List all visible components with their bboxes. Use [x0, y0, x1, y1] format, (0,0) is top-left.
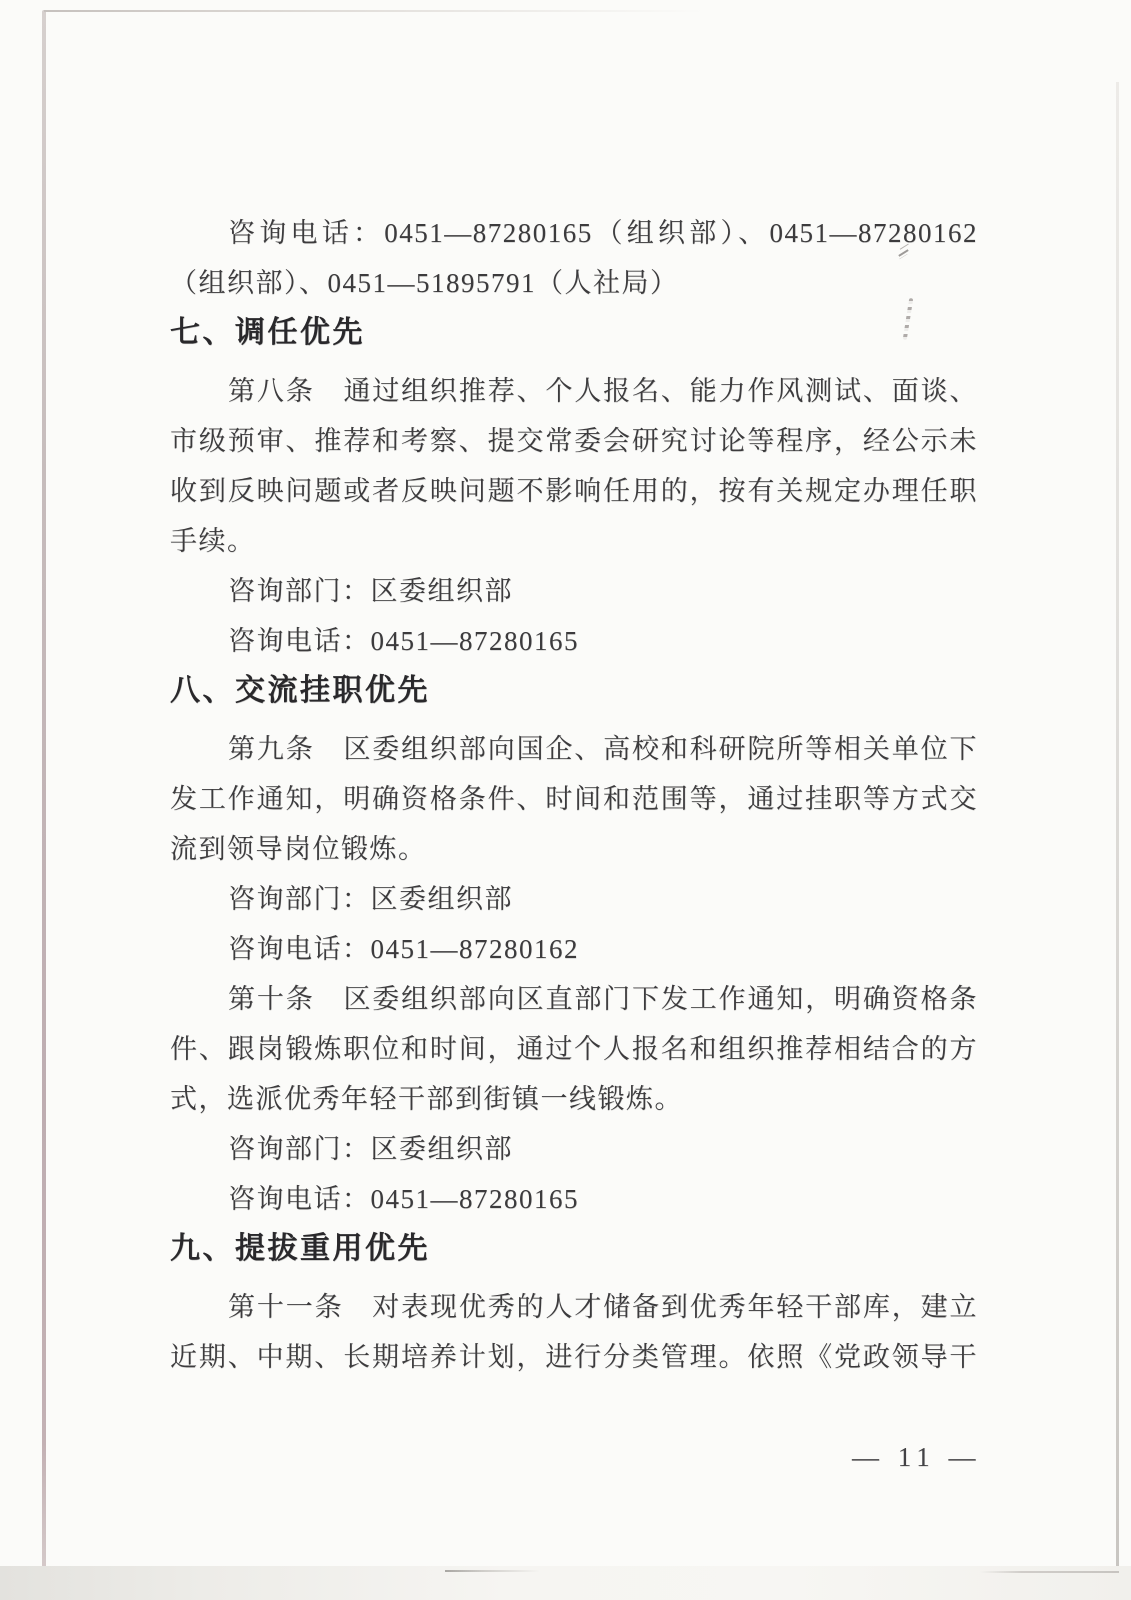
doc-line: （组织部）、0451—51895791（人社局）	[170, 268, 679, 298]
section-heading-9: 九、提拔重用优先	[170, 1232, 430, 1265]
scan-bottom-shadow-band	[0, 1566, 1131, 1600]
doc-line: 收到反映问题或者反映问题不影响任用的，按有关规定办理任职	[170, 476, 978, 506]
doc-line: 咨询部门：区委组织部	[228, 576, 513, 606]
doc-line: 咨询电话：0451—87280162	[228, 934, 579, 964]
doc-line: 第十条 区委组织部向区直部门下发工作通知，明确资格条	[228, 984, 978, 1014]
doc-line: 发工作通知，明确资格条件、时间和范围等，通过挂职等方式交	[170, 784, 978, 814]
scan-right-edge-line	[1116, 82, 1119, 1574]
doc-line: 式，选派优秀年轻干部到街镇一线锻炼。	[170, 1084, 683, 1114]
doc-line: 第八条 通过组织推荐、个人报名、能力作风测试、面谈、	[228, 376, 978, 406]
scan-bottom-edge-line	[445, 1570, 540, 1572]
doc-line: 第九条 区委组织部向国企、高校和科研院所等相关单位下	[228, 734, 978, 764]
scan-left-edge-line	[42, 10, 46, 1568]
doc-line: 件、跟岗锻炼职位和时间，通过个人报名和组织推荐相结合的方	[170, 1034, 978, 1064]
scan-bottom-edge-line	[980, 1571, 1119, 1573]
scan-top-edge-line	[44, 10, 704, 12]
document-body	[170, 208, 978, 1382]
doc-line: 近期、中期、长期培养计划，进行分类管理。依照《党政领导干	[170, 1342, 978, 1372]
page-number: — 11 —	[852, 1442, 982, 1472]
doc-line: 市级预审、推荐和考察、提交常委会研究讨论等程序，经公示未	[170, 426, 978, 456]
doc-line: 咨询电话：0451—87280165	[228, 1184, 579, 1214]
doc-line: 咨询部门：区委组织部	[228, 1134, 513, 1164]
doc-line: 咨询电话：0451—87280165（组织部）、0451—87280162	[228, 218, 978, 248]
doc-line: 流到领导岗位锻炼。	[170, 834, 427, 864]
doc-line: 手续。	[170, 526, 256, 556]
doc-line: 咨询部门：区委组织部	[228, 884, 513, 914]
doc-line: 第十一条 对表现优秀的人才储备到优秀年轻干部库，建立	[228, 1292, 978, 1322]
section-heading-7: 七、调任优先	[170, 316, 365, 349]
doc-line: 咨询电话：0451—87280165	[228, 626, 579, 656]
section-heading-8: 八、交流挂职优先	[170, 674, 430, 707]
